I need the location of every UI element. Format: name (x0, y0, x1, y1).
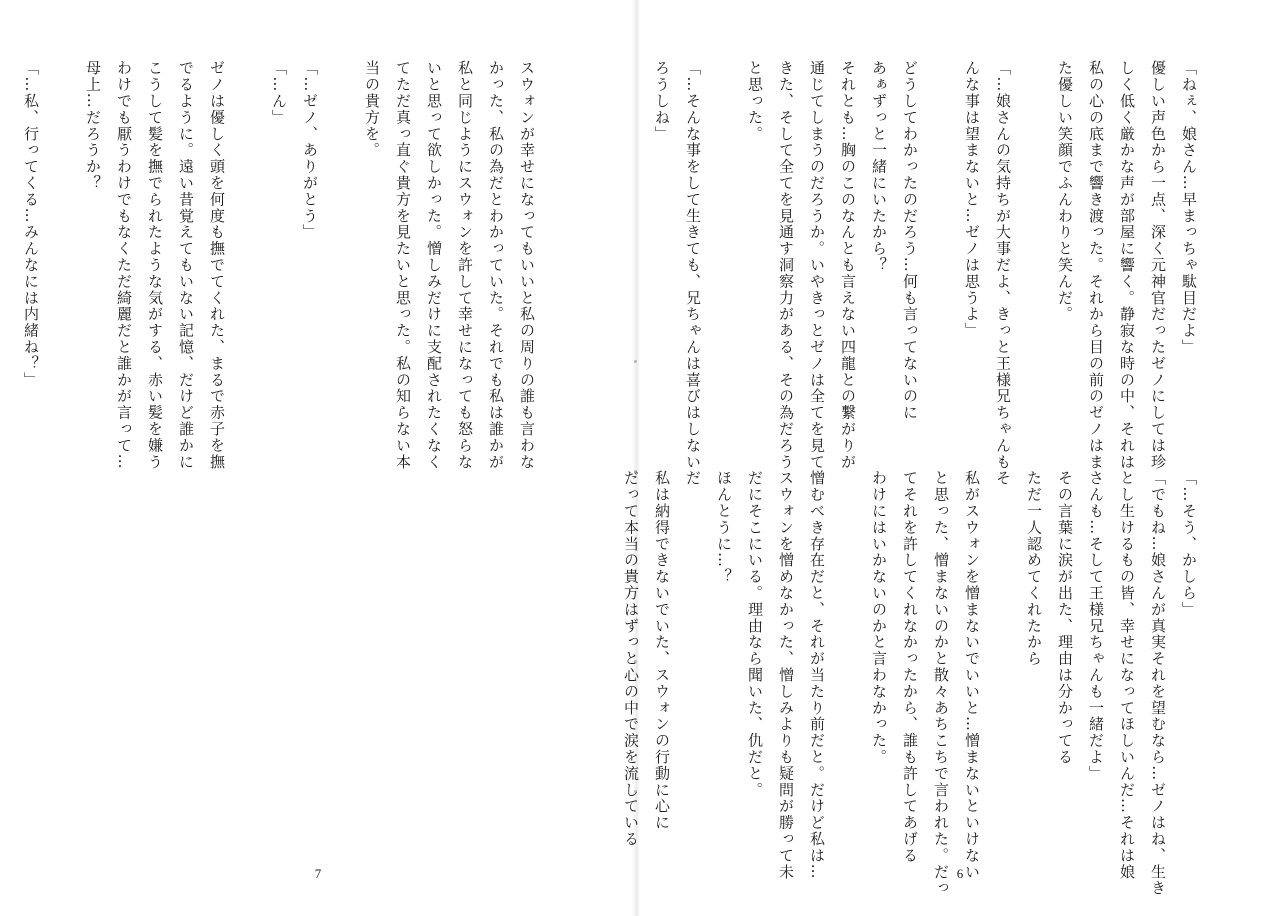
text-line (1018, 60, 1049, 465)
text-line: スウォンが幸せになってもいいと私の周りの誰も言わな (518, 60, 536, 470)
text-line: ほんとうに…？ (715, 470, 733, 585)
text-line: と思った、憎まないのかと散々あちこちで言われた。だっ (932, 470, 950, 897)
text-line: 「でもね…娘さんが真実それを望むなら…ゼノはね、生き (1149, 470, 1167, 897)
text-line: どうしてわかったのだろう…何も言ってないのに (901, 60, 919, 421)
text-line (677, 470, 708, 850)
text-line: てそれを許してくれなかったから、誰も許してあげる (901, 470, 919, 864)
text-line: 私は納得できないでいた、スウォンの行動に心に (653, 470, 671, 831)
text-line (46, 60, 77, 470)
text-line (987, 470, 1018, 850)
text-line: だって本当の貴方はずっと心の中で涙を流している (622, 470, 640, 848)
text-line: んな事は望まないと…ゼノは思うよ」 (963, 60, 981, 339)
text-line: さんも…そして王様兄ちゃんも一緒だよ」 (1087, 470, 1105, 782)
text-line (925, 60, 956, 465)
text-line: 優しい声色から一点、深く元神官だったゼノにしては珍 (1149, 60, 1167, 470)
text-line: 「ねぇ、娘さん…早まっちゃ駄目だよ」 (1180, 60, 1198, 356)
right-page-upper-text (644, 60, 1204, 487)
text-line: 「…ん」 (270, 60, 288, 126)
text-line: スウォンを憎めなかった、憎しみよりも疑問が勝って未 (777, 470, 795, 880)
text-line: と思った。 (746, 60, 764, 142)
text-line: 憎むべき存在だと、それが当たり前だと。だけど私は… (808, 470, 826, 880)
text-line: わけにはいかないのかと言わなかった。 (870, 470, 888, 766)
text-line (325, 60, 356, 470)
text-line: 私の心の底まで響き渡った。それから目の前のゼノはま (1087, 60, 1105, 470)
left-page (0, 0, 636, 916)
text-line: 「…そんな事をして生きても、兄ちゃんは喜びはしないだ (684, 60, 702, 487)
text-line: 私がスウォンを憎まないでいいと…憎まないといけない (963, 470, 981, 880)
right-page-lower-text (622, 470, 1204, 897)
page-number-left: 7 (314, 866, 322, 881)
text-line: 「…私、行ってくる…みんなには内緒ね？」 (22, 60, 40, 388)
text-line: た優しい笑顔でふんわりと笑んだ。 (1056, 60, 1074, 323)
text-line: でるように。遠い昔覚えてもいない記憶、だけど誰かに (177, 60, 195, 470)
text-line: ただ一人認めてくれたから (1025, 470, 1043, 667)
text-line: 「…娘さんの気持ちが大事だよ、きっと王様兄ちゃんもそ (994, 60, 1012, 487)
text-line: いと思って欲しかった。憎しみだけに支配されたくなく (425, 60, 443, 470)
text-line: だにそこにいる。理由なら聞いた、仇だと。 (746, 470, 764, 798)
text-line: 「…ゼノ、ありがとう」 (301, 60, 319, 241)
text-line: ゼノは優しく頭を何度も撫でてくれた、まるで赤子を撫 (208, 60, 226, 470)
text-line: こうして髪を撫でられたような気がする、赤い髪を嫌う (146, 60, 164, 470)
text-line: わけでも厭うわけでもなくただ綺麗だと誰かが言って… (115, 60, 133, 470)
text-line: とし生けるもの皆、幸せになってほしいんだ…それは娘 (1118, 470, 1136, 880)
right-page (622, 0, 1276, 916)
text-line (232, 60, 263, 470)
text-line: 当の貴方を。 (363, 60, 381, 159)
text-line: 私と同じようにスウォンを許して幸せになっても怒らな (456, 60, 474, 470)
text-line: 母上…だろうか？ (84, 60, 102, 192)
text-line: ろうしね」 (653, 60, 671, 142)
left-page-text (2, 60, 542, 470)
text-line: しく低く厳かな声が部屋に響く。静寂な時の中、それは (1118, 60, 1136, 470)
text-line (708, 60, 739, 465)
text-line: きた、そして全てを見通す洞察力がある、その為だろう (777, 60, 795, 470)
text-line: あぁずっと一緒にいたから？ (870, 60, 888, 274)
text-line: 通じてしまうのだろうか。いやきっとゼノは全てを見て (808, 60, 826, 470)
text-line: てただ真っ直ぐ貴方を見たいと思った。私の知らない本 (394, 60, 412, 470)
text-line: その言葉に涙が出た、理由は分かってる (1056, 470, 1074, 766)
text-line: 「…そう、かしら」 (1180, 470, 1198, 618)
text-line (0, 60, 15, 470)
page-number-right: 6 (956, 866, 964, 881)
text-line: それとも…胸のこのなんとも言えない四龍との繋がりが (839, 60, 857, 470)
text-line (832, 470, 863, 850)
text-line: かった、私の為だとわかっていた。それでも私は誰かが (487, 60, 505, 470)
